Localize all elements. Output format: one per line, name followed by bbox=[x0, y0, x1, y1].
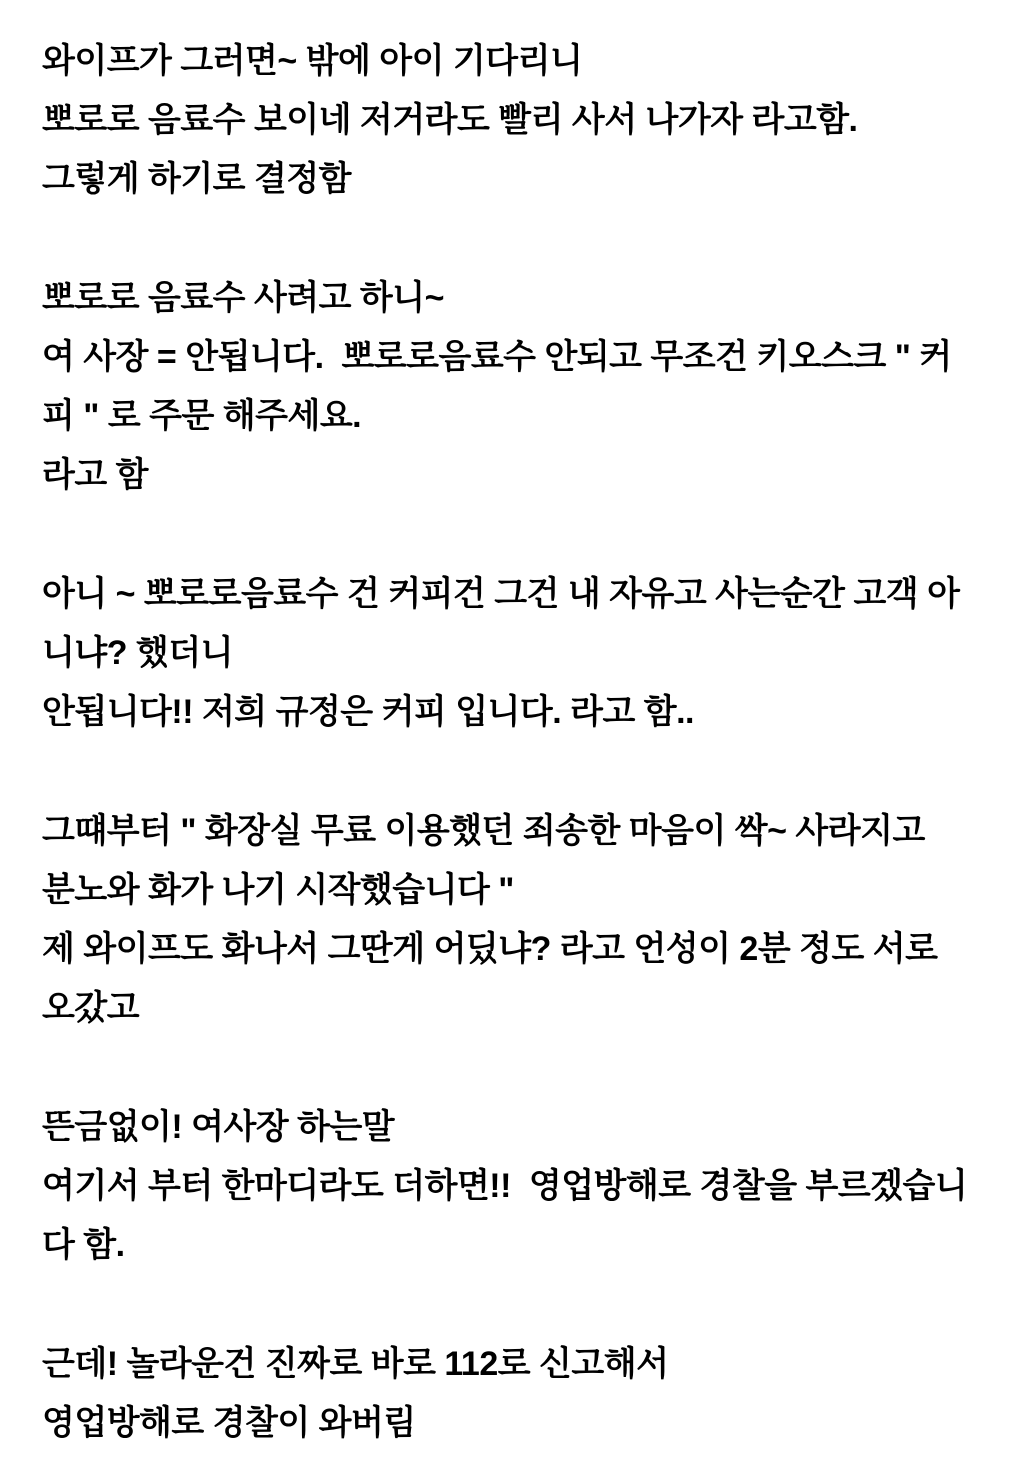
paragraph bbox=[42, 565, 994, 742]
paragraph bbox=[42, 32, 994, 209]
text-line: 제 와이프도 화나서 그딴게 어딨냐? 라고 언성이 2분 정도 서로 bbox=[42, 930, 938, 968]
text-line: 다 함. bbox=[42, 1226, 125, 1264]
text-line: 그렇게 하기로 결정함 bbox=[42, 160, 351, 198]
text-line: 와이프가 그러면~ 밖에 아이 기다리니 bbox=[42, 42, 583, 80]
text-line: 오갔고 bbox=[42, 989, 140, 1027]
text-line: 영업방해로 경찰이 와버림 bbox=[42, 1404, 416, 1442]
text-line: 분노와 화가 나기 시작했습니다 " bbox=[42, 871, 514, 909]
text-line: 피 " 로 주문 해주세요. bbox=[42, 397, 362, 435]
text-line: 라고 함 bbox=[42, 456, 148, 494]
text-line: 뽀로로 음료수 사려고 하니~ bbox=[42, 279, 444, 317]
text-line: 여 사장 = 안됩니다. 뽀로로음료수 안되고 무조건 키오스크 " 커 bbox=[42, 338, 952, 376]
text-line: 여기서 부터 한마디라도 더하면!! 영업방해로 경찰을 부르겠습니 bbox=[42, 1167, 968, 1205]
paragraph bbox=[42, 269, 994, 505]
text-line: 뽀로로 음료수 보이네 저거라도 빨리 사서 나가자 라고함. bbox=[42, 101, 858, 139]
text-line: 근데! 놀라운건 진짜로 바로 112로 신고해서 bbox=[42, 1345, 669, 1383]
paragraph bbox=[42, 802, 994, 1038]
text-line: 안됩니다!! 저희 규정은 커피 입니다. 라고 함.. bbox=[42, 693, 695, 731]
text-line: 아니 ~ 뽀로로음료수 건 커피건 그건 내 자유고 사는순간 고객 아 bbox=[42, 575, 960, 613]
text-line: 뜬금없이! 여사장 하는말 bbox=[42, 1108, 395, 1146]
text-line: 니냐? 했더니 bbox=[42, 634, 233, 672]
text-line: 그떄부터 " 화장실 무료 이용했던 죄송한 마음이 싹~ 사라지고 bbox=[42, 812, 925, 850]
paragraph bbox=[42, 1098, 994, 1275]
paragraph bbox=[42, 1335, 994, 1453]
